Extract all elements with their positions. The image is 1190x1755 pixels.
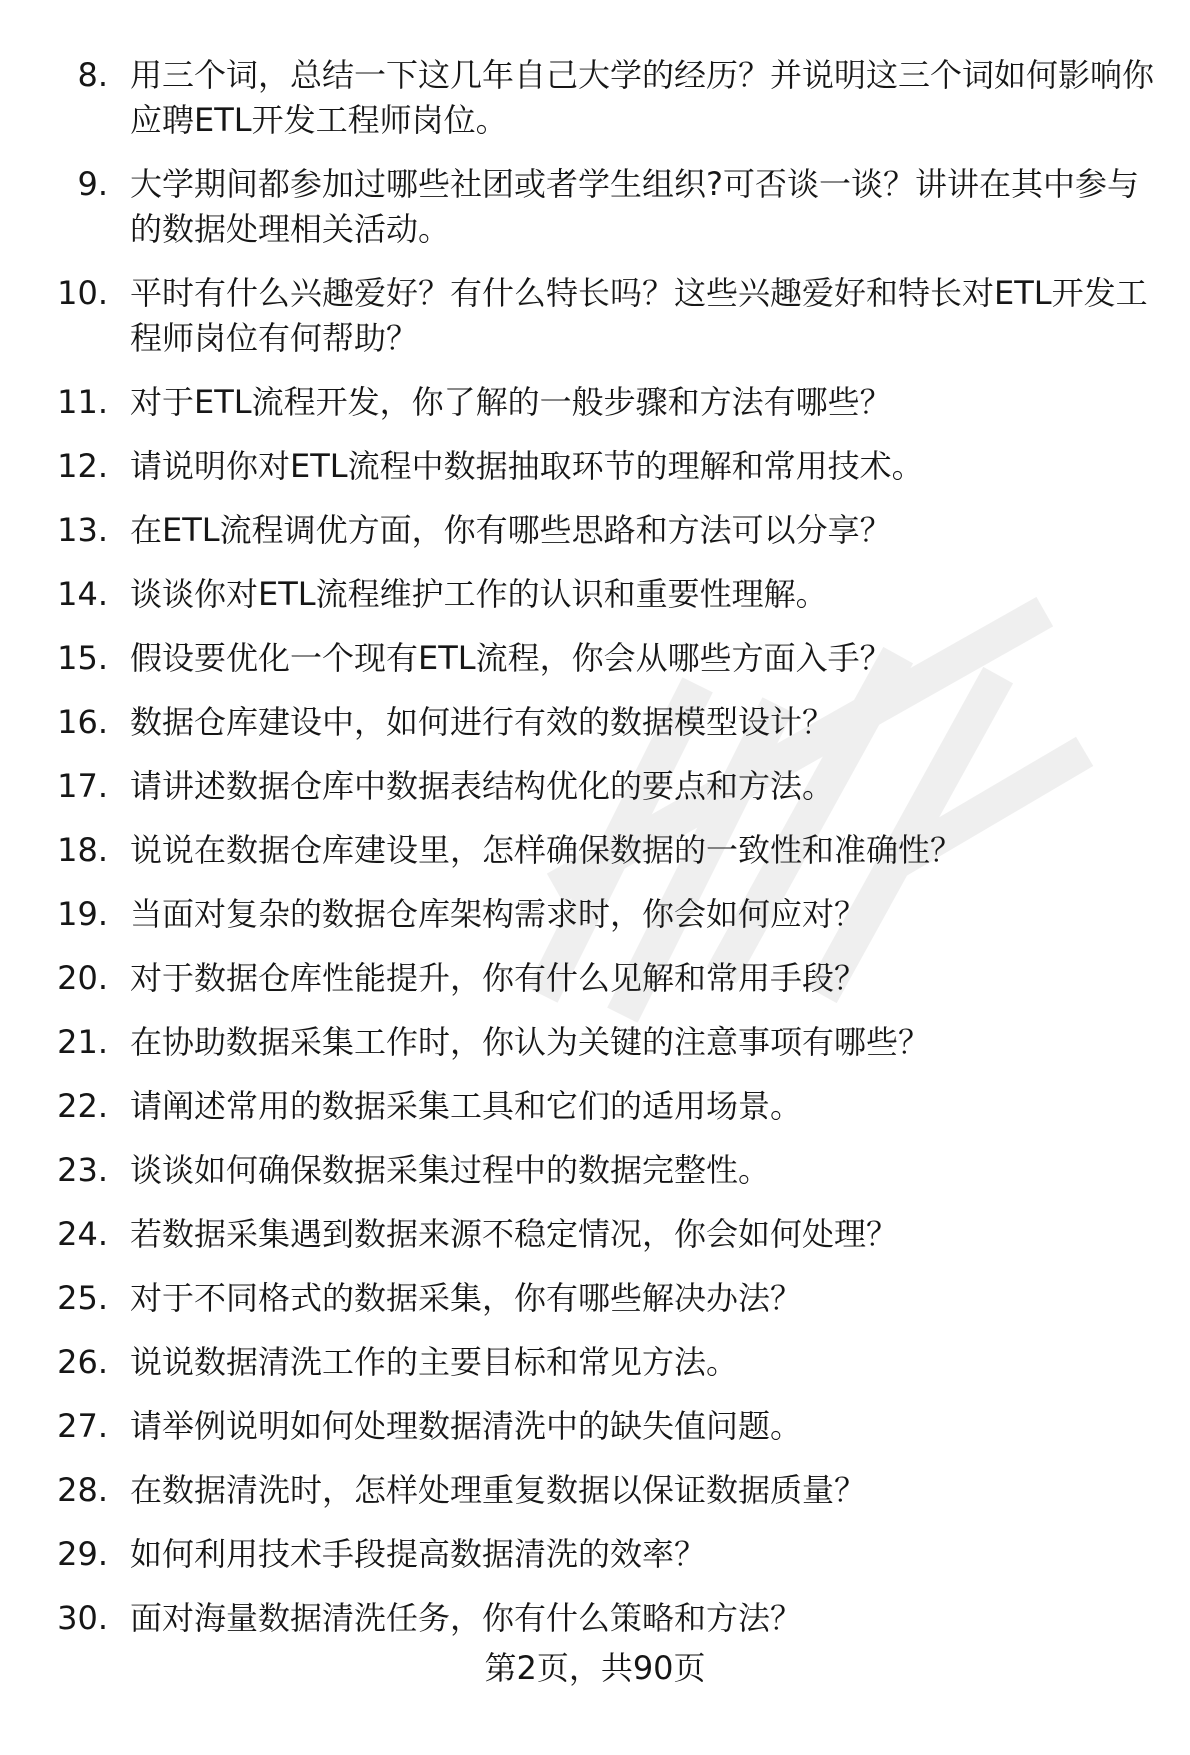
question-text: 当面对复杂的数据仓库架构需求时，你会如何应对？: [130, 895, 867, 933]
question-item: [0, 380, 1190, 425]
question-item: [0, 1596, 1190, 1641]
question-text: 数据仓库建设中，如何进行有效的数据模型设计？: [130, 703, 835, 741]
question-text: 大学期间都参加过哪些社团或者学生组织?可否谈一谈？讲讲在其中参与的数据处理相关活动。: [130, 165, 1139, 248]
page-number-footer: 第2页，共90页: [484, 1649, 706, 1687]
question-number: 22.: [57, 1087, 108, 1125]
question-number: 17.: [57, 767, 108, 805]
question-item: [0, 956, 1190, 1001]
question-number: 25.: [57, 1279, 108, 1317]
question-item: [0, 444, 1190, 489]
question-text: 谈谈如何确保数据采集过程中的数据完整性。: [130, 1151, 771, 1189]
question-item: [0, 1276, 1190, 1321]
question-text: 说说在数据仓库建设里，怎样确保数据的一致性和准确性？: [130, 831, 963, 869]
question-text: 用三个词，总结一下这几年自己大学的经历？并说明这三个词如何影响你应聘ETL开发工程师岗位。: [130, 56, 1155, 139]
question-item: [0, 1532, 1190, 1577]
question-number: 10.: [57, 274, 108, 312]
question-text: 在ETL流程调优方面，你有哪些思路和方法可以分享？: [130, 511, 892, 549]
question-item: [0, 508, 1190, 553]
question-text: 面对海量数据清洗任务，你有什么策略和方法？: [130, 1599, 803, 1637]
question-text: 在数据清洗时，怎样处理重复数据以保证数据质量？: [130, 1471, 867, 1509]
question-number: 26.: [57, 1343, 108, 1381]
question-text: 请说明你对ETL流程中数据抽取环节的理解和常用技术。: [130, 447, 924, 485]
question-text: 假设要优化一个现有ETL流程，你会从哪些方面入手？: [130, 639, 892, 677]
question-item: [0, 53, 1190, 143]
question-item: [0, 636, 1190, 681]
question-number: 11.: [57, 383, 108, 421]
question-text: 说说数据清洗工作的主要目标和常见方法。: [130, 1343, 739, 1381]
question-number: 14.: [57, 575, 108, 613]
question-text: 如何利用技术手段提高数据清洗的效率？: [130, 1535, 707, 1573]
question-number: 18.: [57, 831, 108, 869]
question-number: 24.: [57, 1215, 108, 1253]
question-number: 13.: [57, 511, 108, 549]
question-number: 8.: [77, 56, 108, 94]
question-number: 23.: [57, 1151, 108, 1189]
question-item: [0, 700, 1190, 745]
question-text: 请讲述数据仓库中数据表结构优化的要点和方法。: [130, 767, 835, 805]
question-number: 9.: [77, 165, 108, 203]
question-text: 请阐述常用的数据采集工具和它们的适用场景。: [130, 1087, 803, 1125]
question-text: 平时有什么兴趣爱好？有什么特长吗？这些兴趣爱好和特长对ETL开发工程师岗位有何帮助？: [130, 274, 1148, 357]
question-item: [0, 764, 1190, 809]
question-item: [0, 162, 1190, 252]
question-item: [0, 1020, 1190, 1065]
question-number: 19.: [57, 895, 108, 933]
question-item: [0, 1084, 1190, 1129]
question-item: [0, 572, 1190, 617]
question-text: 谈谈你对ETL流程维护工作的认识和重要性理解。: [130, 575, 828, 613]
question-text: 请举例说明如何处理数据清洗中的缺失值问题。: [130, 1407, 803, 1445]
question-list: [0, 53, 1190, 1660]
question-text: 在协助数据采集工作时，你认为关键的注意事项有哪些？: [130, 1023, 931, 1061]
question-number: 28.: [57, 1471, 108, 1509]
question-number: 29.: [57, 1535, 108, 1573]
question-item: [0, 1468, 1190, 1513]
question-number: 16.: [57, 703, 108, 741]
question-item: [0, 1148, 1190, 1193]
question-number: 15.: [57, 639, 108, 677]
question-item: [0, 1212, 1190, 1257]
question-item: [0, 892, 1190, 937]
question-text: 对于ETL流程开发，你了解的一般步骤和方法有哪些？: [130, 383, 892, 421]
question-text: 若数据采集遇到数据来源不稳定情况，你会如何处理？: [130, 1215, 899, 1253]
question-number: 21.: [57, 1023, 108, 1061]
question-item: [0, 828, 1190, 873]
question-item: [0, 271, 1190, 361]
question-text: 对于不同格式的数据采集，你有哪些解决办法？: [130, 1279, 803, 1317]
question-item: [0, 1404, 1190, 1449]
question-text: 对于数据仓库性能提升，你有什么见解和常用手段？: [130, 959, 867, 997]
question-number: 27.: [57, 1407, 108, 1445]
question-item: [0, 1340, 1190, 1385]
question-number: 20.: [57, 959, 108, 997]
question-number: 30.: [57, 1599, 108, 1637]
question-number: 12.: [57, 447, 108, 485]
